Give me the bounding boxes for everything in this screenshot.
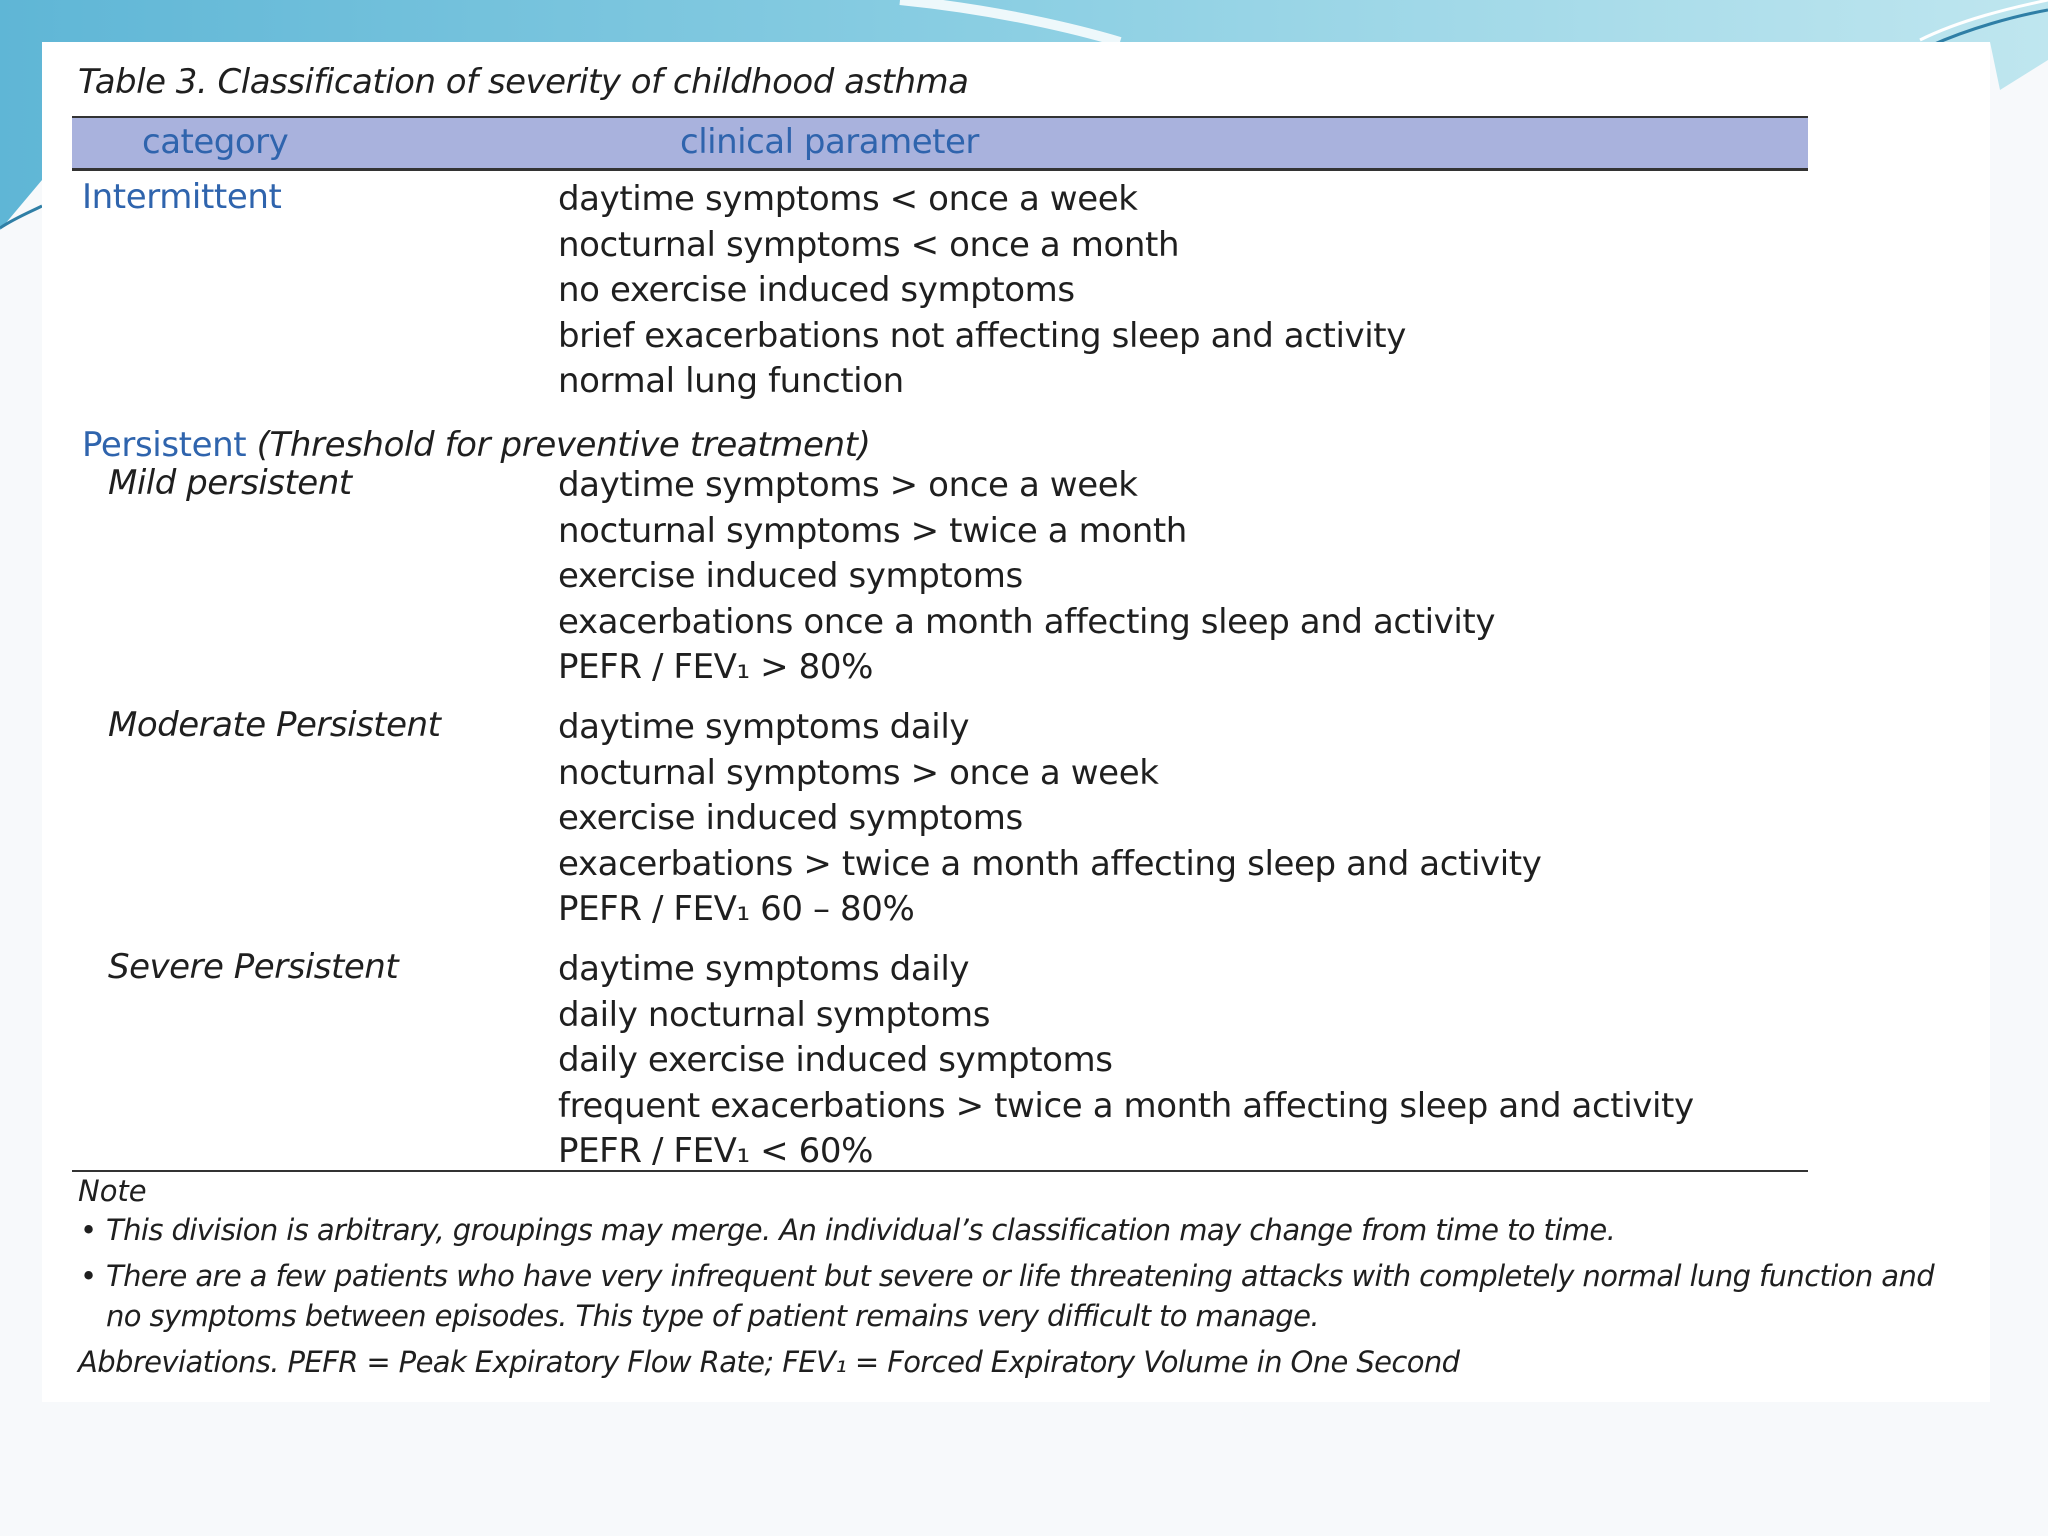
category-intermittent: Intermittent	[82, 177, 282, 217]
param-item: nocturnal symptoms < once a month	[558, 224, 1180, 265]
param-item: normal lung function	[558, 361, 904, 401]
param-item: PEFR / FEV₁ < 60%	[558, 1131, 874, 1171]
persistent-label: Persistent	[82, 425, 247, 465]
param-item: PEFR / FEV₁ 60 – 80%	[558, 889, 915, 929]
param-item: daily exercise induced symptoms	[558, 1040, 1113, 1080]
category-persistent	[82, 425, 870, 465]
note-title: Note	[78, 1174, 147, 1208]
param-item: brief exacerbations not affecting sleep and activity	[558, 315, 1406, 356]
param-item: daily nocturnal symptoms	[558, 994, 991, 1035]
param-item: exacerbations > twice a month affecting sleep and activity	[558, 843, 1542, 884]
severity-table	[72, 116, 1808, 1171]
param-item: daytime symptoms > once a week	[558, 465, 1138, 505]
param-item: daytime symptoms daily	[558, 707, 970, 747]
param-item: daytime symptoms daily	[558, 949, 970, 989]
persistent-threshold: (Threshold for preventive treatment)	[256, 425, 871, 465]
note-text: This division is arbitrary, groupings may merge. An individual’s classification may change from time to time.	[106, 1213, 1616, 1247]
param-item: exacerbations once a month affecting sleep and activity	[558, 601, 1496, 642]
params-intermittent	[558, 177, 1406, 405]
category-moderate-persistent: Moderate Persistent	[108, 705, 441, 745]
abbreviations: Abbreviations. PEFR = Peak Expiratory Flow Rate; FEV₁ = Forced Expiratory Volume in One Second	[78, 1345, 1460, 1379]
bullet-icon: •	[80, 1213, 97, 1247]
params-severe-persistent	[558, 947, 1694, 1175]
param-item: daytime symptoms < once a week	[558, 179, 1138, 219]
table-caption: Table 3. Classification of severity of childhood asthma	[78, 62, 969, 102]
table-notes	[78, 1172, 1958, 1382]
params-moderate-persistent	[558, 705, 1541, 933]
param-item: nocturnal symptoms > twice a month	[558, 510, 1187, 551]
note-text: There are a few patients who have very infrequent but severe or life threatening attacks with completely normal lung function and no symptoms between episodes. This type of patient remains very difficult to manage.	[106, 1259, 1935, 1333]
param-item: frequent exacerbations > twice a month affecting sleep and activity	[558, 1085, 1694, 1126]
param-item: PEFR / FEV₁ > 80%	[558, 647, 874, 687]
bullet-icon: •	[80, 1259, 97, 1293]
table-header-row	[72, 116, 1808, 171]
note-item	[78, 1210, 1958, 1250]
params-mild-persistent	[558, 463, 1495, 691]
note-item	[78, 1256, 1958, 1336]
category-mild-persistent: Mild persistent	[108, 463, 352, 503]
header-clinical-parameter: clinical parameter	[680, 122, 979, 162]
param-item: no exercise induced symptoms	[558, 270, 1075, 310]
param-item: nocturnal symptoms > once a week	[558, 752, 1159, 793]
category-severe-persistent: Severe Persistent	[108, 947, 399, 987]
header-category: category	[142, 122, 289, 162]
param-item: exercise induced symptoms	[558, 556, 1023, 596]
param-item: exercise induced symptoms	[558, 798, 1023, 838]
